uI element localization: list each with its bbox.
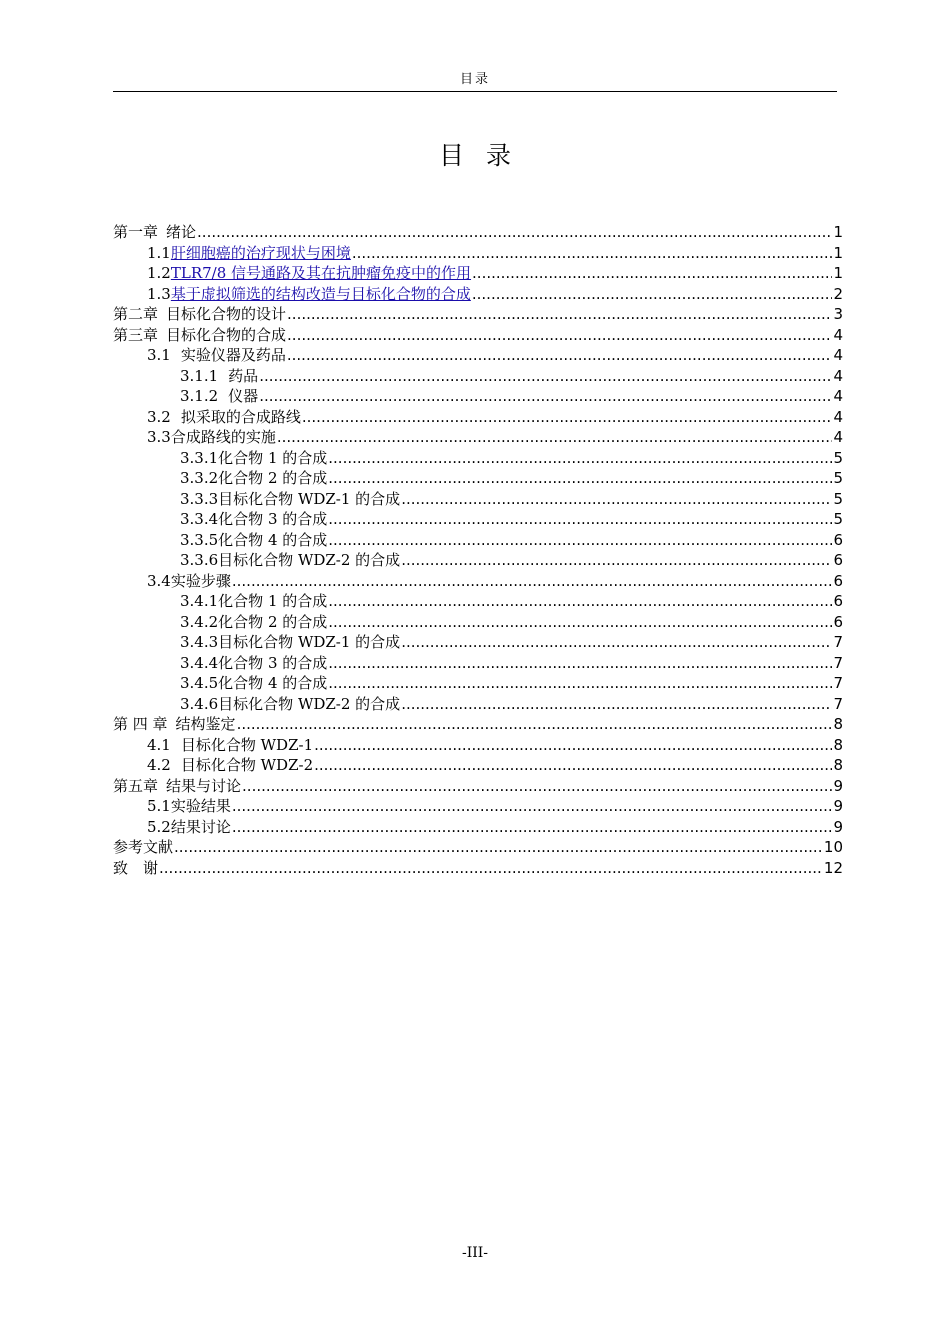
toc-entry — [113, 837, 843, 858]
toc-entry-title: 药品 — [228, 366, 259, 385]
toc-entry-title: 化合物 2 的合成 — [218, 469, 328, 487]
toc-entry-page: 6 — [833, 571, 843, 590]
toc-entry-title: 参考文献 — [113, 838, 174, 856]
toc-entry-page: 1 — [833, 223, 843, 241]
toc-entry-page: 5 — [833, 510, 843, 528]
toc-entry-title: 目标化合物 WDZ-1 的合成 — [218, 489, 401, 508]
toc-entry-number: 4.2 — [147, 756, 171, 774]
toc-entry-title: 化合物 3 的合成 — [218, 653, 328, 672]
toc-entry — [113, 325, 843, 346]
toc-entry — [113, 386, 843, 407]
toc-entry-page: 1 — [833, 243, 843, 262]
toc-dot-leader — [232, 571, 833, 592]
running-header: 目录 — [459, 72, 490, 87]
toc-entry — [113, 345, 843, 366]
toc-dot-leader — [314, 755, 832, 776]
toc-entry-page: 5 — [833, 469, 843, 487]
toc-dot-leader — [174, 837, 823, 858]
toc-entry — [113, 796, 843, 817]
toc-dot-leader — [259, 366, 832, 387]
toc-entry — [113, 448, 843, 469]
toc-entry-page: 8 — [833, 735, 843, 754]
toc-entry-title: 合成路线的实施 — [170, 428, 276, 446]
toc-entry-page: 9 — [833, 817, 843, 836]
toc-dot-leader — [242, 776, 832, 797]
toc-entry — [113, 468, 843, 489]
toc-entry-page: 4 — [833, 428, 843, 446]
toc-entry-page: 7 — [833, 633, 843, 651]
toc-dot-leader — [328, 448, 832, 469]
toc-entry-title: 实验结果 — [170, 797, 231, 815]
toc-dot-leader — [159, 858, 823, 879]
toc-entry — [113, 427, 843, 448]
toc-entry-number: 第一章 — [113, 223, 159, 241]
toc-entry-page: 8 — [833, 756, 843, 774]
toc-entry-page: 6 — [833, 612, 843, 631]
toc-entry-title: 结果与讨论 — [166, 776, 242, 795]
toc-entry-page: 9 — [833, 776, 843, 795]
toc-entry-number: 3.2 — [147, 407, 171, 426]
toc-dot-leader — [401, 694, 832, 715]
toc-entry-title: 化合物 1 的合成 — [218, 592, 328, 610]
toc-entry-page: 10 — [823, 838, 843, 856]
toc-dot-leader — [287, 304, 832, 325]
header-divider — [113, 91, 837, 92]
toc-entry-page: 7 — [833, 653, 843, 672]
toc-entry-link[interactable]: 肝细胞癌的治疗现状与困境 — [170, 243, 351, 262]
toc-dot-leader — [472, 284, 833, 305]
toc-dot-leader — [401, 632, 832, 653]
toc-entry-title: 化合物 1 的合成 — [218, 448, 328, 467]
toc-entry-page: 7 — [833, 694, 843, 713]
toc-dot-leader — [302, 407, 833, 428]
toc-entry-page: 5 — [833, 489, 843, 508]
toc-entry-number: 第三章 — [113, 325, 159, 344]
toc-entry-number: 3.3 — [147, 428, 171, 446]
toc-dot-leader — [232, 817, 833, 838]
toc-entry-link[interactable]: 基于虚拟筛选的结构改造与目标化合物的合成 — [170, 284, 471, 303]
toc-entry-page: 6 — [833, 530, 843, 549]
toc-dot-leader — [328, 653, 832, 674]
toc-entry-link[interactable]: TLR7/8 信号通路及其在抗肿瘤免疫中的作用 — [170, 264, 472, 282]
toc-entry — [113, 612, 843, 633]
toc-entry-title: 化合物 4 的合成 — [218, 530, 328, 549]
toc-dot-leader — [328, 509, 832, 530]
toc-dot-leader — [328, 591, 832, 612]
toc-entry-number: 3.4.6 — [180, 694, 219, 713]
toc-entry-title: 化合物 2 的合成 — [218, 612, 328, 631]
toc-entry-title: 目标化合物 WDZ-2 的合成 — [218, 694, 401, 713]
toc-entry-title: 拟采取的合成路线 — [180, 407, 301, 426]
toc-entry-page: 4 — [833, 387, 843, 405]
toc-entry-page: 4 — [833, 407, 843, 426]
toc-entry — [113, 755, 843, 776]
toc-dot-leader — [328, 530, 832, 551]
toc-dot-leader — [232, 796, 833, 817]
toc-entry — [113, 714, 843, 735]
toc-dot-leader — [328, 468, 832, 489]
toc-entry-number: 3.3.5 — [180, 530, 219, 549]
toc-entry — [113, 817, 843, 838]
toc-entry-number: 第五章 — [113, 776, 159, 795]
toc-entry-title: 化合物 3 的合成 — [218, 510, 328, 528]
toc-entry-title: 绪论 — [166, 223, 197, 241]
toc-entry — [113, 489, 843, 510]
toc-entry — [113, 222, 843, 243]
toc-entry-page: 8 — [833, 715, 843, 733]
toc-entry — [113, 776, 843, 797]
toc-entry[interactable] — [113, 263, 843, 284]
toc-entry-page: 6 — [833, 551, 843, 569]
table-of-contents — [113, 222, 843, 878]
toc-entry-number: 3.4 — [147, 571, 171, 590]
toc-entry-number: 1.1 — [147, 243, 171, 262]
toc-entry-number: 5.1 — [147, 797, 171, 815]
page-title: 目录 — [438, 141, 533, 170]
toc-entry — [113, 591, 843, 612]
toc-entry-page: 6 — [833, 592, 843, 610]
toc-dot-leader — [237, 714, 833, 735]
toc-entry — [113, 653, 843, 674]
toc-entry-title: 结果讨论 — [170, 817, 231, 836]
toc-dot-leader — [401, 550, 832, 571]
toc-entry-page: 4 — [833, 346, 843, 364]
toc-entry-page: 5 — [833, 448, 843, 467]
toc-entry — [113, 530, 843, 551]
toc-entry-number: 3.3.3 — [180, 489, 219, 508]
toc-entry-number: 4.1 — [147, 735, 171, 754]
toc-entry-title: 实验步骤 — [170, 571, 231, 590]
toc-entry — [113, 366, 843, 387]
toc-entry-title: 化合物 4 的合成 — [218, 674, 328, 692]
toc-entry-number: 1.2 — [147, 264, 171, 282]
toc-entry-number: 5.2 — [147, 817, 171, 836]
toc-dot-leader — [259, 386, 832, 407]
toc-entry-number: 3.1.2 — [180, 387, 219, 405]
toc-dot-leader — [328, 612, 832, 633]
toc-entry-page: 4 — [833, 325, 843, 344]
toc-entry-page: 9 — [833, 797, 843, 815]
page-number: -III- — [461, 1245, 489, 1261]
toc-entry-page: 2 — [833, 284, 843, 303]
toc-entry — [113, 694, 843, 715]
toc-entry-number: 3.3.4 — [180, 510, 219, 528]
toc-entry-number: 3.4.1 — [180, 592, 219, 610]
toc-dot-leader — [401, 489, 832, 510]
toc-entry-page: 4 — [833, 366, 843, 385]
toc-entry-number: 3.4.3 — [180, 633, 219, 651]
toc-entry-number: 3.3.1 — [180, 448, 219, 467]
toc-entry-title: 结构鉴定 — [175, 715, 236, 733]
toc-entry-page: 12 — [823, 858, 843, 877]
toc-entry-title: 目标化合物 WDZ-2 的合成 — [218, 551, 401, 569]
toc-entry — [113, 571, 843, 592]
toc-entry — [113, 407, 843, 428]
toc-entry-title: 目标化合物的合成 — [166, 325, 287, 344]
toc-entry-page: 7 — [833, 674, 843, 692]
toc-entry — [113, 632, 843, 653]
toc-dot-leader — [277, 427, 833, 448]
toc-entry-number: 3.4.5 — [180, 674, 219, 692]
toc-entry-title: 目标化合物的设计 — [166, 305, 287, 323]
toc-entry-number: 第 四 章 — [113, 715, 168, 733]
toc-entry-number: 3.4.4 — [180, 653, 219, 672]
toc-entry-title: 目标化合物 WDZ-2 — [180, 756, 314, 774]
toc-dot-leader — [314, 735, 832, 756]
toc-entry[interactable] — [113, 243, 843, 264]
toc-entry-title: 目标化合物 WDZ-1 的合成 — [218, 633, 401, 651]
toc-dot-leader — [197, 222, 832, 243]
toc-entry — [113, 509, 843, 530]
toc-entry — [113, 550, 843, 571]
toc-dot-leader — [287, 325, 832, 346]
toc-entry-number: 3.1.1 — [180, 366, 219, 385]
toc-entry-title: 仪器 — [228, 387, 259, 405]
toc-entry-title: 致 谢 — [113, 858, 159, 877]
toc-dot-leader — [287, 345, 833, 366]
toc-entry-title: 目标化合物 WDZ-1 — [180, 735, 314, 754]
toc-entry-number: 第二章 — [113, 305, 159, 323]
toc-entry-page: 1 — [833, 264, 843, 282]
toc-entry-number: 3.1 — [147, 346, 171, 364]
toc-entry — [113, 735, 843, 756]
toc-entry-number: 3.3.2 — [180, 469, 219, 487]
toc-entry-number: 3.4.2 — [180, 612, 219, 631]
toc-entry-number: 1.3 — [147, 284, 171, 303]
toc-dot-leader — [328, 673, 832, 694]
toc-entry — [113, 673, 843, 694]
toc-entry — [113, 858, 843, 879]
toc-entry — [113, 304, 843, 325]
toc-dot-leader — [352, 243, 833, 264]
toc-entry-title: 实验仪器及药品 — [180, 346, 286, 364]
toc-entry-number: 3.3.6 — [180, 551, 219, 569]
toc-dot-leader — [472, 263, 832, 284]
toc-entry-page: 3 — [833, 305, 843, 323]
toc-entry[interactable] — [113, 284, 843, 305]
